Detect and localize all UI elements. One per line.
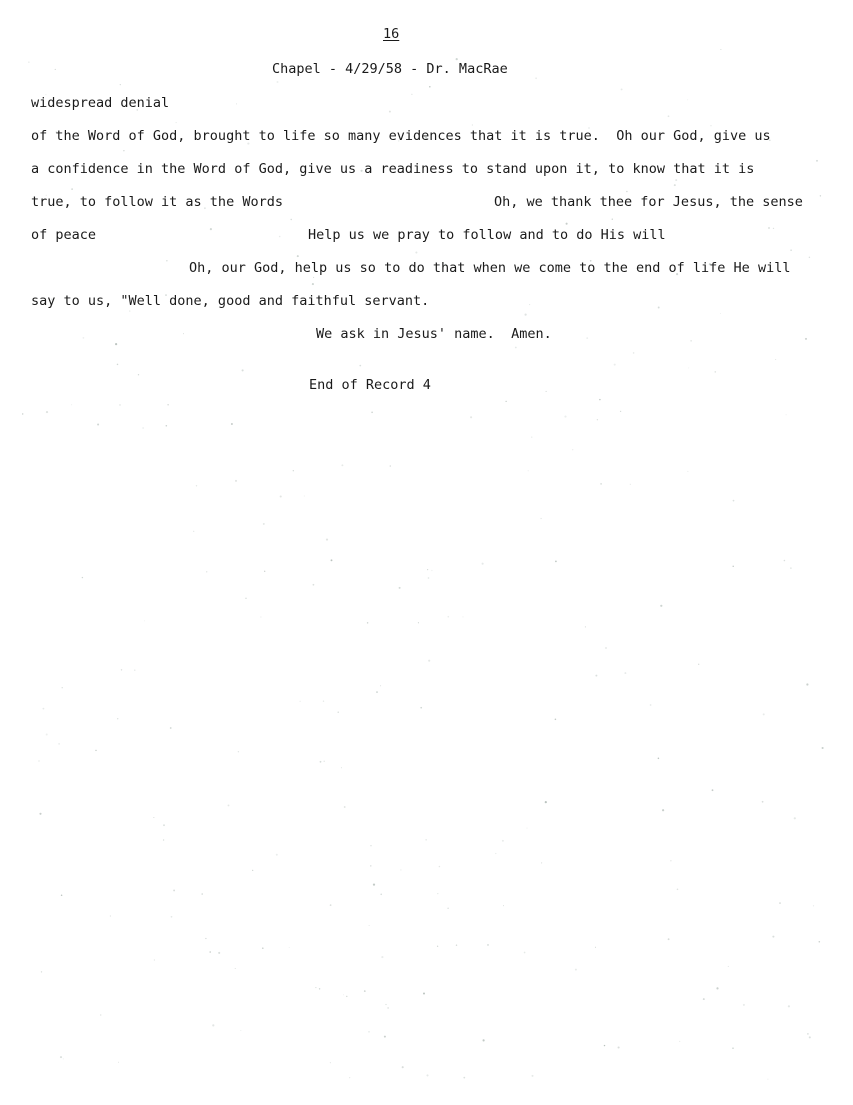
scan-speck <box>463 1077 465 1079</box>
scan-speck <box>370 865 371 866</box>
end-of-record-note: End of Record 4 <box>309 377 431 393</box>
scan-speck <box>768 227 770 229</box>
scan-speck <box>546 391 547 392</box>
scan-speck <box>677 888 679 890</box>
scan-speck <box>732 1047 734 1049</box>
scan-speck <box>144 621 145 622</box>
scan-speck <box>541 518 542 519</box>
scan-speck <box>380 893 382 895</box>
scan-speck <box>427 569 428 570</box>
scan-speck <box>668 938 670 940</box>
body-line-1: widespread denial <box>31 95 170 111</box>
scan-speck <box>349 1077 350 1078</box>
scan-speck <box>280 495 282 497</box>
scan-speck <box>166 425 168 427</box>
scan-speck <box>763 713 765 715</box>
scan-speck <box>344 806 346 808</box>
scan-speck <box>605 647 607 649</box>
scan-speck <box>524 952 526 954</box>
scan-speck <box>495 853 496 854</box>
scan-speck <box>183 333 184 334</box>
scan-speck <box>373 884 375 886</box>
scan-speck <box>371 412 373 414</box>
scan-speck <box>503 905 504 906</box>
scan-speck <box>767 1079 768 1080</box>
scan-speck <box>586 337 588 339</box>
scan-speck <box>71 404 72 405</box>
scan-speck <box>166 260 167 261</box>
scan-speck <box>343 994 344 995</box>
scan-speck <box>675 179 677 181</box>
scan-speck <box>276 854 278 856</box>
scan-speck <box>428 577 430 579</box>
scan-speck <box>117 364 119 366</box>
scan-speck <box>612 219 613 220</box>
scan-speck <box>714 371 716 373</box>
scan-speck <box>315 987 316 988</box>
scan-speck <box>143 427 144 428</box>
scan-speck <box>786 414 787 415</box>
scan-speck <box>483 1039 485 1041</box>
scan-speck <box>62 687 63 688</box>
scan-speck <box>688 367 689 368</box>
scan-speck <box>260 616 261 617</box>
scan-speck <box>728 966 729 967</box>
scan-speck <box>82 577 83 578</box>
scan-speck <box>633 352 635 354</box>
scan-speck <box>264 571 265 572</box>
scan-speck <box>209 951 211 953</box>
scan-speck <box>621 88 623 90</box>
scan-speck <box>324 761 325 762</box>
scan-speck <box>71 188 73 190</box>
scan-speck <box>240 1030 241 1031</box>
scan-speck <box>545 801 547 803</box>
scan-speck <box>193 531 194 532</box>
scan-speck <box>541 862 542 863</box>
scan-speck <box>794 817 796 819</box>
scan-speck <box>368 1031 369 1032</box>
scan-speck <box>426 839 427 840</box>
scan-speck <box>46 734 48 736</box>
scan-speck <box>326 539 328 541</box>
scan-speck <box>242 369 244 371</box>
scan-speck <box>320 761 322 763</box>
scan-speck <box>153 817 154 818</box>
scan-speck <box>472 125 473 126</box>
scan-speck <box>110 915 111 916</box>
scan-speck <box>720 49 721 50</box>
scan-speck <box>117 718 118 719</box>
scan-speck <box>118 1062 119 1063</box>
scan-speck <box>210 228 212 230</box>
scan-speck <box>330 1062 331 1063</box>
scan-speck <box>515 347 517 349</box>
scan-speck <box>313 584 315 586</box>
scan-speck <box>456 944 457 945</box>
body-line-4-start: true, to follow it as the Words <box>31 194 283 210</box>
scan-speck <box>58 743 60 745</box>
scan-speck <box>167 404 168 405</box>
scan-speck <box>690 340 691 341</box>
scan-speck <box>528 470 529 471</box>
scan-speck <box>120 84 121 85</box>
scan-speck <box>531 437 532 438</box>
scan-speck <box>650 704 652 706</box>
scan-speck <box>687 99 688 100</box>
scan-speck <box>319 988 320 989</box>
scan-speck <box>423 993 425 995</box>
scan-speck <box>389 111 391 113</box>
scan-speck <box>599 399 600 400</box>
scan-speck <box>134 669 135 670</box>
body-line-5-start: of peace <box>31 227 97 243</box>
scan-speck <box>439 866 441 868</box>
scan-speck <box>658 307 660 309</box>
scan-speck <box>531 1075 533 1077</box>
scan-speck <box>330 904 332 906</box>
scan-speck <box>279 236 281 238</box>
scan-speck <box>447 908 448 909</box>
scan-speck <box>437 946 438 947</box>
scan-speck <box>790 567 792 569</box>
scan-speck <box>712 789 714 791</box>
scan-speck <box>527 828 528 829</box>
scan-speck <box>555 561 557 563</box>
scan-speck <box>600 483 602 485</box>
scan-speck <box>463 616 464 617</box>
scan-speck <box>245 598 246 599</box>
scan-speck <box>277 81 279 83</box>
scan-speck <box>171 916 173 918</box>
scan-speck <box>716 987 718 989</box>
scan-speck <box>604 1045 605 1046</box>
scan-speck <box>201 893 203 895</box>
scan-speck <box>585 626 586 627</box>
scan-speck <box>359 365 361 367</box>
scan-speck <box>418 622 419 623</box>
scan-speck <box>262 947 264 949</box>
body-line-4-end: Oh, we thank thee for Jesus, the sense <box>494 194 803 210</box>
scan-speck <box>597 419 598 420</box>
scan-speck <box>263 523 265 525</box>
scan-speck <box>154 960 155 961</box>
scan-speck <box>790 249 792 251</box>
scan-speck <box>60 1056 62 1058</box>
scan-speck <box>138 374 139 375</box>
scan-speck <box>487 944 489 946</box>
scan-speck <box>38 760 39 761</box>
scan-speck <box>338 712 339 713</box>
scan-speck <box>293 470 294 471</box>
scan-speck <box>415 251 417 253</box>
scan-speck <box>163 839 164 840</box>
scan-speck <box>809 1036 811 1038</box>
scan-speck <box>312 283 314 285</box>
scan-speck <box>41 971 42 972</box>
scan-speck <box>572 449 573 450</box>
scan-speck <box>83 337 85 339</box>
scan-speck <box>448 616 450 618</box>
scan-speck <box>816 160 818 162</box>
scan-speck <box>331 559 333 561</box>
scan-speck <box>806 683 808 685</box>
body-line-7: say to us, "Well done, good and faithful servant. <box>31 293 430 309</box>
scan-speck <box>762 801 764 803</box>
scan-speck <box>300 701 301 702</box>
scan-speck <box>46 411 48 413</box>
scan-speck <box>291 219 292 220</box>
scan-speck <box>341 767 342 768</box>
scan-speck <box>822 747 824 749</box>
scan-speck <box>235 480 237 482</box>
scan-speck <box>218 952 220 954</box>
scan-speck <box>687 471 688 472</box>
scan-speck <box>97 423 99 425</box>
scan-speck <box>733 500 735 502</box>
scan-speck <box>805 338 807 340</box>
scan-speck <box>614 364 616 366</box>
scan-speck <box>529 304 530 305</box>
scan-speck <box>420 707 422 709</box>
scan-speck <box>384 1036 386 1038</box>
body-line-3: a confidence in the Word of God, give us a readiness to stand upon it, to know that it is <box>31 161 755 177</box>
scan-speck <box>387 1007 388 1008</box>
scan-speck <box>525 314 527 316</box>
scan-speck <box>176 122 177 123</box>
scan-speck <box>502 840 504 842</box>
scan-speck <box>400 869 401 870</box>
scan-speck <box>679 1041 680 1042</box>
scan-speck <box>720 313 721 314</box>
scan-speck <box>100 1015 101 1016</box>
scan-speck <box>323 701 324 702</box>
scan-speck <box>429 86 431 88</box>
scan-speck <box>390 465 392 467</box>
scan-speck <box>212 1024 214 1026</box>
scan-speck <box>575 969 577 971</box>
scan-speck <box>63 1058 64 1059</box>
scan-speck <box>43 708 45 710</box>
scan-speck <box>370 845 371 846</box>
scan-speck <box>385 1004 386 1005</box>
scan-speck <box>670 860 671 861</box>
scan-speck <box>788 1005 790 1007</box>
scan-speck <box>170 727 172 729</box>
scan-speck <box>380 685 381 686</box>
scan-speck <box>238 751 239 752</box>
scan-speck <box>367 622 368 623</box>
scan-speck <box>346 996 347 997</box>
scan-speck <box>820 195 821 196</box>
scan-speck <box>123 150 124 151</box>
scan-speck <box>173 889 175 891</box>
scan-speck <box>119 404 120 405</box>
scan-speck <box>196 485 197 486</box>
scan-speck <box>426 1074 428 1076</box>
body-line-2: of the Word of God, brought to life so many evidences that it is true. Oh our God, give us <box>31 128 771 144</box>
scan-speck <box>428 660 430 662</box>
scan-speck <box>535 77 537 79</box>
scan-speck <box>381 956 383 958</box>
scan-speck <box>364 990 366 992</box>
scan-speck <box>470 416 472 418</box>
page-header-title: Chapel - 4/29/58 - Dr. MacRae <box>272 61 508 77</box>
scan-speck <box>772 936 774 938</box>
scan-speck <box>674 184 676 186</box>
scan-speck <box>595 675 597 677</box>
scan-speck <box>236 103 237 104</box>
scan-speck <box>775 359 776 360</box>
scan-speck <box>297 255 299 257</box>
scan-speck <box>341 464 343 466</box>
scan-speck <box>773 228 774 229</box>
scan-speck <box>555 719 557 721</box>
scan-speck <box>809 257 810 258</box>
scan-speck <box>39 813 41 815</box>
scan-speck <box>399 587 401 589</box>
scan-speck <box>620 411 621 412</box>
scan-speck <box>206 571 207 572</box>
scan-speck <box>95 750 96 751</box>
scan-speck <box>819 941 821 943</box>
page-number: 16 <box>383 26 400 42</box>
scan-speck <box>482 563 484 565</box>
body-line-5-end: Help us we pray to follow and to do His will <box>308 227 666 243</box>
scan-speck <box>231 423 233 425</box>
scan-speck <box>807 1033 809 1035</box>
scan-speck <box>115 343 117 345</box>
scan-speck <box>784 560 786 562</box>
scan-speck <box>376 691 378 693</box>
scan-speck <box>506 401 507 402</box>
scan-speck <box>28 61 29 62</box>
scan-speck <box>129 311 130 312</box>
scan-speck <box>235 968 236 969</box>
scan-speck <box>564 416 566 418</box>
scan-speck <box>566 223 568 225</box>
scan-speck <box>411 94 412 95</box>
scan-speck <box>289 947 290 948</box>
scan-speck <box>779 902 781 904</box>
scan-speck <box>813 905 814 906</box>
scan-speck <box>703 998 705 1000</box>
scan-speck <box>662 809 664 811</box>
scan-speck <box>304 496 305 497</box>
scan-speck <box>630 484 631 485</box>
scan-speck <box>55 69 56 70</box>
body-line-8: We ask in Jesus' name. Amen. <box>316 326 552 342</box>
scan-speck <box>437 893 438 894</box>
scan-speck <box>595 947 596 948</box>
scan-speck <box>121 669 122 670</box>
scan-speck <box>313 277 314 278</box>
scan-speck <box>369 925 370 926</box>
scan-speck <box>205 938 206 939</box>
scan-speck <box>668 115 670 117</box>
scan-speck <box>228 804 230 806</box>
scan-speck <box>252 870 253 871</box>
scan-speck <box>732 566 733 567</box>
body-line-6: Oh, our God, help us so to do that when we come to the end of life He will <box>189 260 791 276</box>
scan-speck <box>61 894 63 896</box>
scan-speck <box>658 758 660 760</box>
scan-speck <box>624 672 626 674</box>
scan-speck <box>163 824 165 826</box>
scan-speck <box>22 413 23 414</box>
scan-speck <box>743 1004 745 1006</box>
scan-speck <box>698 664 699 665</box>
scan-speck <box>431 570 432 571</box>
scan-speck <box>402 1066 404 1068</box>
scan-speck <box>660 605 662 607</box>
scan-speck <box>618 1046 620 1048</box>
